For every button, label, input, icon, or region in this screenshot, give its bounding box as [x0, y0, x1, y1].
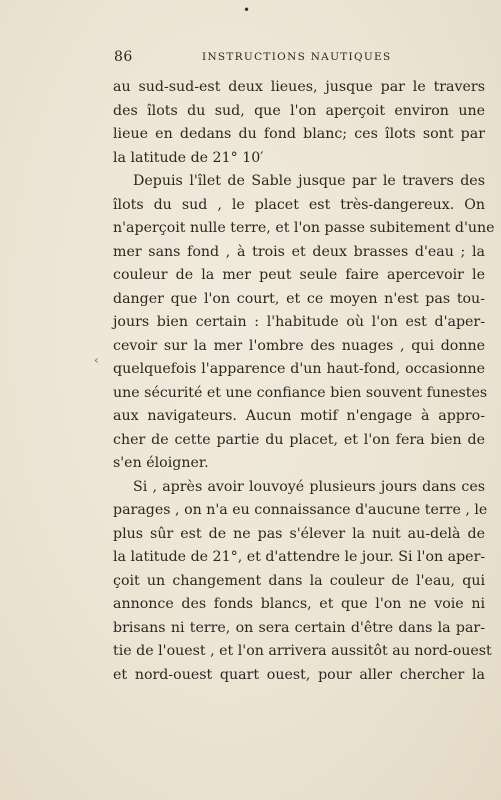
running-head: INSTRUCTIONS NAUTIQUES — [202, 51, 392, 63]
margin-mark: ‹ — [94, 353, 99, 367]
text-line: une sécurité et une confiance bien souvent funestes — [113, 384, 488, 401]
text-line: parages , on n'a eu connaissance d'aucune terre , le — [113, 502, 488, 518]
text-line: n'aperçoit nulle terre, et l'on passe subitement d'une — [113, 220, 495, 236]
text-line: danger que l'on court, et ce moyen n'est pas tou- — [113, 290, 485, 307]
text-line: tie de l'ouest , et l'on arrivera aussitôt au nord-ouest — [113, 643, 492, 659]
text-line: la latitude de 21°, et d'attendre le jour. Si l'on aper- — [113, 549, 486, 565]
text-line: plus sûr est de ne pas s'élever la nuit au-delà de — [113, 525, 485, 542]
body-text — [113, 76, 495, 687]
text-line: des îlots du sud, que l'on aperçoit environ une — [113, 102, 485, 119]
text-line: çoit un changement dans la couleur de l'eau, qui — [113, 572, 485, 589]
text-line: couleur de la mer peut seule faire apercevoir le — [113, 267, 485, 283]
text-line: jours bien certain : l'habitude où l'on est d'aper- — [113, 314, 485, 330]
text-line: lieue en dedans du fond blanc; ces îlots sont par — [113, 126, 485, 142]
page-header — [114, 49, 484, 67]
text-line: au sud-sud-est deux lieues, jusque par le travers — [113, 79, 485, 95]
paragraph-start-line: Depuis l'îlet de Sable jusque par le travers des — [133, 173, 485, 189]
text-line: s'en éloigner. — [113, 455, 209, 471]
text-line: annonce des fonds blancs, et que l'on ne voie ni — [113, 596, 485, 612]
text-line: quelquefois l'apparence d'un haut-fond, occasionne — [113, 361, 485, 377]
text-line: brisans ni terre, on sera certain d'être dans la par- — [113, 619, 485, 636]
text-line: la latitude de 21° 10′ — [113, 149, 264, 166]
text-line: îlots du sud , le placet est très-dangereux. On — [113, 196, 485, 213]
text-line: cher de cette partie du placet, et l'on fera bien de — [113, 431, 485, 448]
text-line: mer sans fond , à trois et deux brasses d'eau ; la — [113, 243, 485, 260]
page-number: 86 — [114, 49, 133, 65]
text-line: cevoir sur la mer l'ombre des nuages , qui donne — [113, 337, 485, 354]
paragraph-start-line: Si , après avoir louvoyé plusieurs jours dans ces — [133, 478, 485, 495]
text-line: aux navigateurs. Aucun motif n'engage à appro- — [113, 408, 485, 424]
top-dot-mark: • — [243, 3, 251, 17]
text-line: et nord-ouest quart ouest, pour aller chercher la — [113, 666, 485, 683]
